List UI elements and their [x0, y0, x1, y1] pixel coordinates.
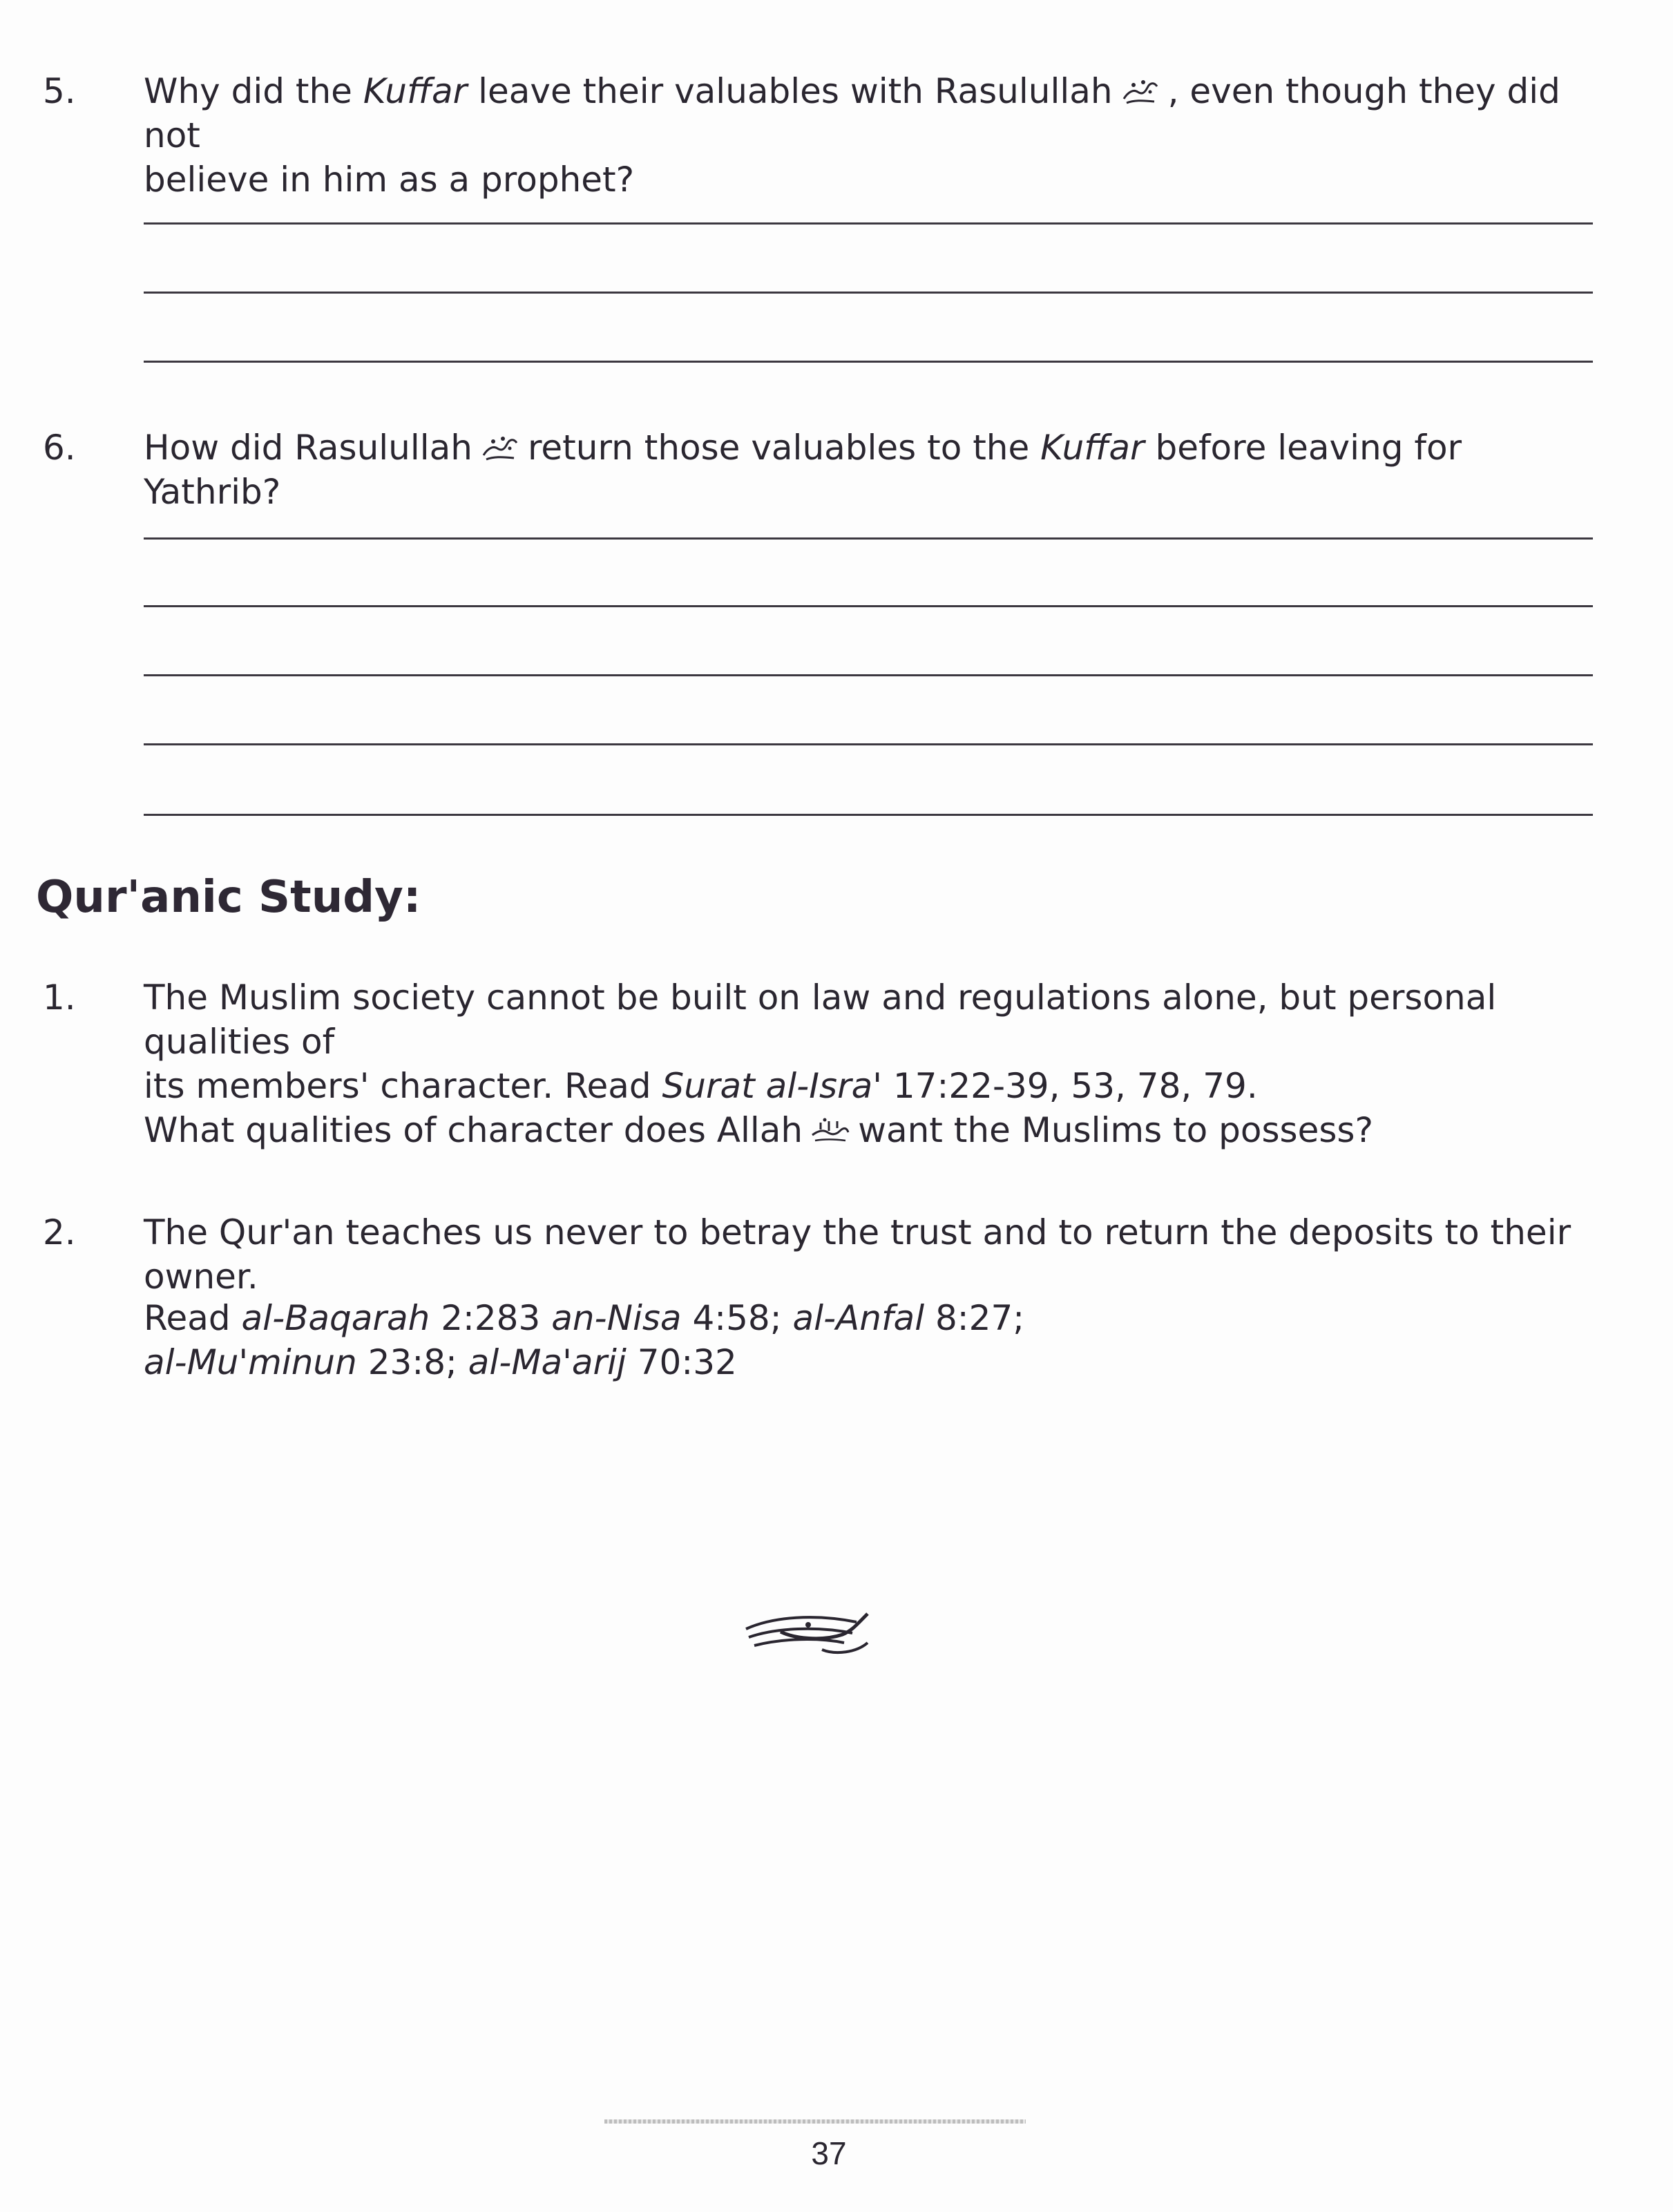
study-number: 1. [43, 978, 76, 1018]
question-number: 6. [43, 428, 76, 468]
section-title: Qur'anic Study: [36, 872, 421, 923]
question-text: How did Rasulullah return those valuables to the Kuffar before leaving for Yathrib? [144, 428, 1462, 512]
study-2-references: Read al-Baqarah 2:283 an-Nisa 4:58; al-Anfal 8:27; al-Mu'minun 23:8; al-Ma'arij 70:32 [144, 1298, 1025, 1382]
answer-line[interactable] [144, 292, 1593, 294]
study-item-2 [0, 1210, 1673, 1297]
answer-line[interactable] [144, 605, 1593, 607]
study-1-question: What qualities of character does Allah want the Muslims to possess? [144, 1110, 1373, 1150]
question-text: Why did the Kuffar leave their valuables with Rasulullah , even though they did not believe in him as a prophet? [144, 71, 1560, 200]
salawat-glyph-icon [478, 432, 522, 464]
answer-line[interactable] [144, 674, 1593, 676]
study-text: The Qur'an teaches us never to betray the trust and to return the deposits to their owner. [144, 1212, 1571, 1297]
answer-line[interactable] [144, 814, 1593, 816]
footer-rule [604, 2119, 1026, 2124]
calligraphy-ornament-icon [739, 1601, 884, 1663]
answer-line[interactable] [144, 537, 1593, 540]
study-number: 2. [43, 1212, 76, 1252]
subhanahu-glyph-icon [808, 1114, 852, 1146]
question-number: 5. [43, 71, 76, 111]
study-text: The Muslim society cannot be built on law and regulations alone, but personal qualities of its members' character. Read Surat al-Isra' 17:22-39, 53, 78, 79. [144, 978, 1497, 1106]
answer-line[interactable] [144, 743, 1593, 745]
question-5 [0, 69, 1673, 200]
answer-line[interactable] [144, 222, 1593, 225]
salawat-glyph-icon [1118, 75, 1163, 107]
page-number: 37 [811, 2135, 847, 2171]
answer-line[interactable] [144, 361, 1593, 363]
question-6 [0, 426, 1673, 512]
